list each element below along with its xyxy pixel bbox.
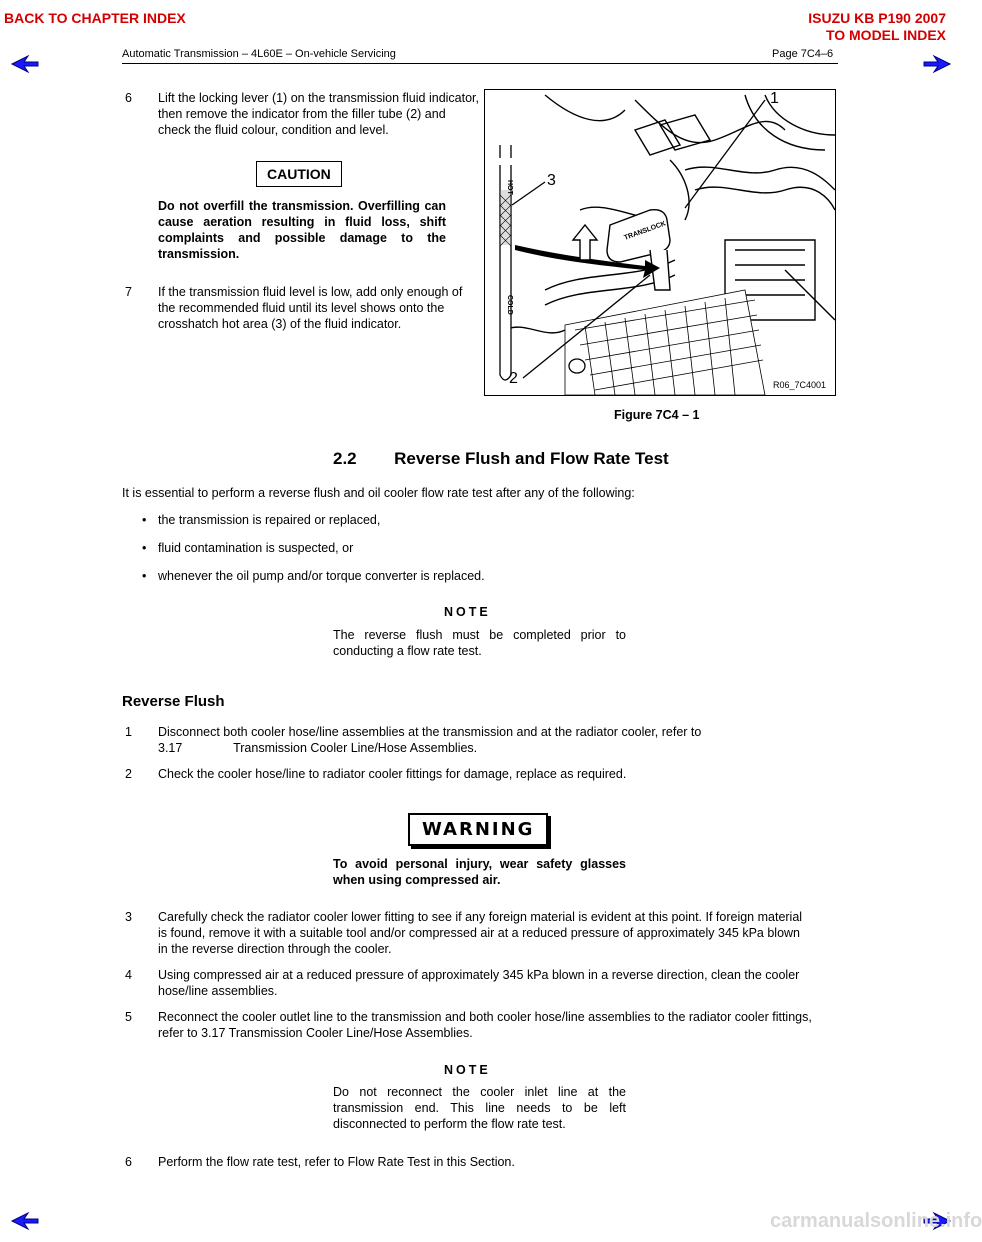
section-title: Reverse Flush and Flow Rate Test xyxy=(394,449,669,468)
step-text: Check the cooler hose/line to radiator cooler fittings for damage, replace as required. xyxy=(158,767,627,781)
caution-label: CAUTION xyxy=(256,161,342,187)
model-title: ISUZU KB P190 2007 xyxy=(808,10,946,26)
step-text: Carefully check the radiator cooler lower fitting to see if any foreign material is evident at this point. If foreign material is found, remove it with a suitable tool and/or compressed air at a reduced pressure of approximately 345 kPa blown in the reverse direction through the cooler. xyxy=(158,910,803,956)
header-right: Page 7C4–6 xyxy=(772,48,834,60)
step-number: 5 xyxy=(125,1010,132,1024)
warning-label: WARNING xyxy=(408,813,548,846)
dipstick-hot-label: HOT xyxy=(506,180,513,195)
dipstick-cold-label: COLD xyxy=(506,295,513,315)
section-intro: It is essential to perform a reverse flush and oil cooler flow rate test after any of the following: xyxy=(122,486,635,500)
prev-page-icon[interactable] xyxy=(10,55,40,73)
step-number: 6 xyxy=(125,91,132,105)
transmission-fluid-indicator-illustration xyxy=(485,90,835,395)
to-model-index-link[interactable]: TO MODEL INDEX xyxy=(825,27,946,43)
step-text: Perform the flow rate test, refer to Flow Rate Test in this Section. xyxy=(158,1155,515,1169)
bullet-text: fluid contamination is suspected, or xyxy=(158,541,354,555)
step-text: Lift the locking lever (1) on the transmission fluid indicator, then remove the indicator from the filler tube (2) and check the fluid colour, condition and level. xyxy=(158,91,479,137)
step-number: 2 xyxy=(125,767,132,781)
step-number: 6 xyxy=(125,1155,132,1169)
caution-text: Do not overfill the transmission. Overfilling can cause aeration resulting in fluid loss, shift complaints and possible damage to the transmission. xyxy=(158,199,446,261)
bullet-text: the transmission is repaired or replaced, xyxy=(158,513,381,527)
figure-caption: Figure 7C4 – 1 xyxy=(614,408,700,422)
note-2-label: NOTE xyxy=(444,1063,491,1077)
prev-page-bottom-icon[interactable] xyxy=(10,1212,40,1230)
step-text: Using compressed air at a reduced pressure of approximately 345 kPa blown in a reverse direction, clean the cooler hose/line assemblies. xyxy=(158,968,800,998)
note-1-text: The reverse flush must be completed prior to conducting a flow rate test. xyxy=(333,628,626,658)
next-page-icon[interactable] xyxy=(922,55,952,73)
back-to-chapter-index-link[interactable]: BACK TO CHAPTER INDEX xyxy=(4,10,186,26)
step-1-ref-link[interactable]: Transmission Cooler Line/Hose Assemblies. xyxy=(233,741,478,755)
step-number: 4 xyxy=(125,968,132,982)
section-number: 2.2 xyxy=(333,449,357,468)
figure-7c4-1 xyxy=(484,89,836,396)
step-number: 3 xyxy=(125,910,132,924)
step-text: If the transmission fluid level is low, add only enough of the recommended fluid until its level shows onto the crosshatch hot area (3) of the fluid indicator. xyxy=(158,285,463,331)
figure-ref: R06_7C4001 xyxy=(773,380,827,390)
step-1-line: Disconnect both cooler hose/line assemblies at the transmission and at the radiator cooler, refer to xyxy=(158,725,702,739)
step-text: Reconnect the cooler outlet line to the transmission and both cooler hose/line assemblies to the radiator cooler fittings, refer to 3.17 Transmission Cooler Line/Hose Assemblies. xyxy=(158,1010,812,1040)
step-number: 7 xyxy=(125,285,132,299)
header-rule xyxy=(122,63,838,64)
callout-3: 3 xyxy=(547,172,556,189)
model-nav xyxy=(808,10,946,44)
cap-label: TRANSLOCK xyxy=(623,220,667,242)
step-1-ref-number[interactable]: 3.17 xyxy=(158,741,183,755)
header-left: Automatic Transmission – 4L60E – On-vehicle Servicing xyxy=(122,48,396,60)
watermark: carmanualsonline.info xyxy=(770,1210,982,1232)
warning-text: To avoid personal injury, wear safety glasses when using compressed air. xyxy=(333,857,626,887)
note-1-label: NOTE xyxy=(444,605,491,619)
step-number: 1 xyxy=(125,725,132,739)
callout-1: 1 xyxy=(770,90,779,107)
bullet-text: whenever the oil pump and/or torque converter is replaced. xyxy=(158,569,485,583)
reverse-flush-heading: Reverse Flush xyxy=(122,693,225,710)
step-text xyxy=(158,724,818,756)
note-2-text: Do not reconnect the cooler inlet line at the transmission end. This line needs to be left disconnected to perform the flow rate test. xyxy=(333,1085,626,1131)
section-heading xyxy=(333,449,669,469)
callout-2: 2 xyxy=(509,370,518,387)
